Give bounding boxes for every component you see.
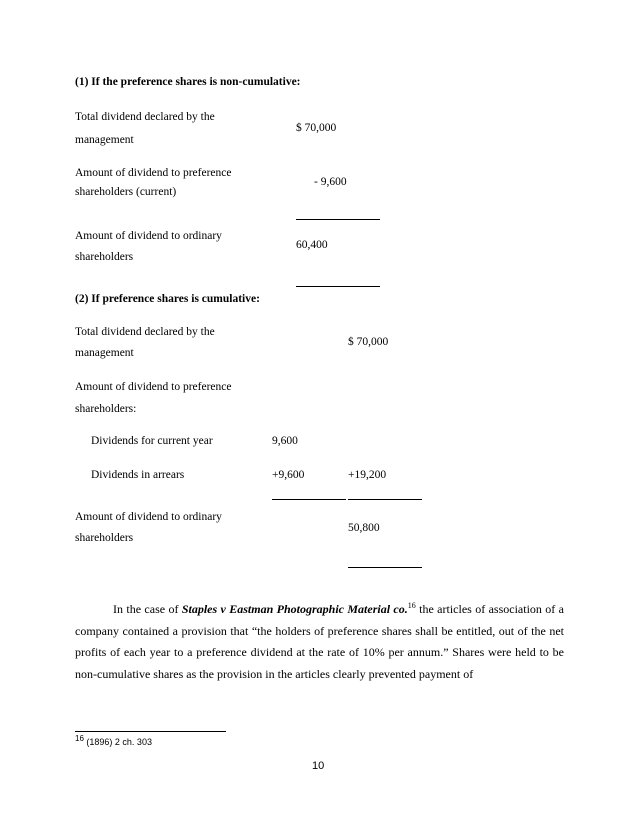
s2-sub1-value: 9,600 xyxy=(272,435,298,447)
s2-sub-rule-left xyxy=(272,499,346,500)
s2-row2-label-line2: shareholders: xyxy=(75,403,137,415)
s1-subtotal-rule xyxy=(296,219,380,220)
s2-row1-value: $ 70,000 xyxy=(348,336,389,348)
s1-row2-value: - 9,600 xyxy=(314,176,347,188)
footnote-number: 16 xyxy=(75,734,84,743)
s1-row3-label-line1: Amount of dividend to ordinary xyxy=(75,230,222,242)
s2-row1-label-line1: Total dividend declared by the xyxy=(75,326,215,338)
s2-row3-label-line2: shareholders xyxy=(75,532,134,544)
s1-row2-label-line2: shareholders (current) xyxy=(75,186,177,198)
footnote-ref[interactable]: 16 xyxy=(407,601,416,610)
s1-row1-label-line1: Total dividend declared by the xyxy=(75,111,215,123)
s2-sub2-label: Dividends in arrears xyxy=(91,469,185,481)
paragraph-body: the articles of association of a company contained a provision that “the holders of preference shares shall be entitled, out of the net profits of each year to a preference dividend at the rate of 10% per annum.” Shares were held to be non-cumulative shares as the provision in the articles clearly prevented payment of xyxy=(75,602,564,681)
s2-row3-value: 50,800 xyxy=(348,522,380,534)
s1-total-rule xyxy=(296,286,380,287)
s1-row3-label-line2: shareholders xyxy=(75,251,134,263)
s2-row1-label-line2: management xyxy=(75,347,134,359)
section-1-heading: (1) If the preference shares is non-cumulative: xyxy=(75,76,301,88)
s2-total-rule xyxy=(348,567,422,568)
case-name: Staples v Eastman Photographic Material co. xyxy=(181,602,408,616)
footnote xyxy=(75,734,152,747)
section-2-heading: (2) If preference shares is cumulative: xyxy=(75,293,260,305)
case-paragraph xyxy=(75,599,564,685)
s2-row3-label-line1: Amount of dividend to ordinary xyxy=(75,511,222,523)
page-number: 10 xyxy=(312,760,325,772)
s2-sub2-total: +19,200 xyxy=(348,469,387,481)
paragraph-pre: In the case of xyxy=(113,602,182,616)
s1-row2-label-line1: Amount of dividend to preference xyxy=(75,167,232,179)
s2-sub1-label: Dividends for current year xyxy=(91,435,213,447)
footnote-separator xyxy=(75,731,226,732)
s2-sub2-value: +9,600 xyxy=(272,469,305,481)
s1-row1-label-line2: management xyxy=(75,134,134,146)
s2-sub-rule-right xyxy=(348,499,422,500)
s2-row2-label-line1: Amount of dividend to preference xyxy=(75,381,232,393)
s1-row1-value: $ 70,000 xyxy=(296,122,337,134)
footnote-text: (1896) 2 ch. 303 xyxy=(83,737,152,747)
s1-row3-value: 60,400 xyxy=(296,239,328,251)
